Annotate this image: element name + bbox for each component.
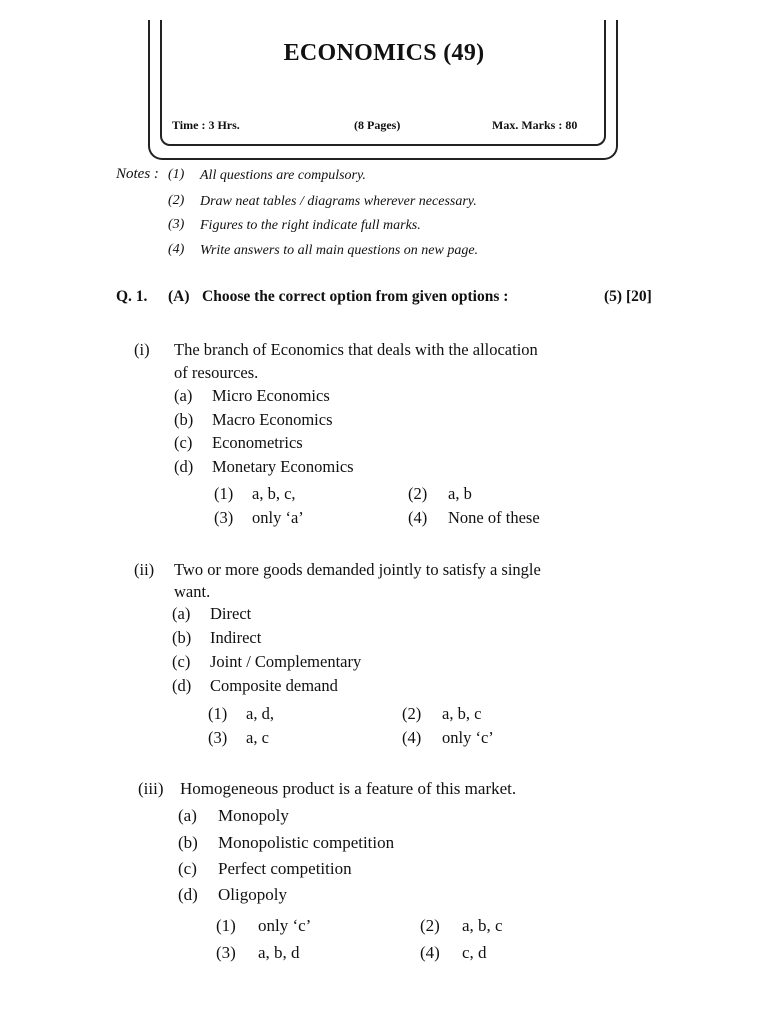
question-instruction: Choose the correct option from given options : (202, 288, 509, 305)
option-label: (2) (402, 704, 422, 723)
question-marks: (5) [20] (604, 288, 652, 305)
statement-label: (c) (172, 652, 191, 671)
option-text: only ‘c’ (442, 728, 494, 747)
mcq-question-text: Two or more goods demanded jointly to satisfy a single (174, 560, 541, 579)
option-text: a, d, (246, 704, 274, 723)
mcq-number: (i) (134, 340, 150, 359)
statement-text: Monopoly (218, 806, 289, 825)
question-part: (A) (168, 288, 190, 305)
option-text: a, c (246, 728, 269, 747)
statement-text: Indirect (210, 628, 262, 647)
option-label: (4) (402, 728, 422, 747)
option-text: only ‘c’ (258, 916, 312, 935)
statement-text: Macro Economics (212, 410, 333, 429)
note-number: (4) (168, 242, 185, 257)
option-label: (1) (216, 916, 236, 935)
option-text: a, b, d (258, 943, 300, 962)
note-text: Draw neat tables / diagrams wherever necessary. (200, 194, 477, 209)
page-title: ECONOMICS (49) (283, 40, 485, 66)
max-marks: Max. Marks : 80 (492, 118, 578, 132)
statement-text: Monetary Economics (212, 457, 354, 476)
option-text: a, b, c, (252, 484, 296, 503)
statement-text: Micro Economics (212, 386, 330, 405)
option-text: c, d (462, 943, 487, 962)
option-label: (3) (216, 943, 236, 962)
statement-label: (d) (174, 457, 194, 476)
statement-label: (b) (174, 410, 194, 429)
mcq-question-text: of resources. (174, 363, 259, 382)
note-number: (3) (168, 217, 185, 232)
option-text: a, b, c (462, 916, 503, 935)
statement-label: (c) (174, 433, 193, 452)
statement-text: Joint / Complementary (210, 652, 362, 671)
mcq-question-text: want. (174, 582, 211, 601)
note-text: Figures to the right indicate full marks. (200, 218, 421, 233)
statement-text: Oligopoly (218, 885, 287, 904)
option-text: a, b, c (442, 704, 482, 723)
option-text: only ‘a’ (252, 508, 304, 527)
option-label: (4) (408, 508, 428, 527)
statement-label: (b) (172, 628, 192, 647)
option-label: (2) (420, 916, 440, 935)
option-text: None of these (448, 508, 540, 527)
page-count: (8 Pages) (354, 118, 401, 132)
option-label: (1) (214, 484, 234, 503)
option-label: (1) (208, 704, 228, 723)
statement-label: (a) (172, 604, 191, 623)
mcq-number: (iii) (138, 779, 164, 798)
note-number: (1) (168, 167, 185, 182)
exam-time: Time : 3 Hrs. (172, 118, 240, 132)
statement-label: (d) (172, 676, 192, 695)
statement-text: Perfect competition (218, 859, 352, 878)
statement-text: Econometrics (212, 433, 303, 452)
mcq-number: (ii) (134, 560, 155, 579)
option-text: a, b (448, 484, 472, 503)
mcq-question-text: Homogeneous product is a feature of this market. (180, 779, 517, 798)
option-label: (3) (214, 508, 234, 527)
statement-label: (a) (178, 806, 197, 825)
note-text: Write answers to all main questions on new page. (200, 243, 479, 258)
statement-label: (a) (174, 386, 193, 405)
note-text: All questions are compulsory. (200, 168, 366, 183)
statement-label: (b) (178, 833, 198, 852)
question-number: Q. 1. (116, 288, 148, 305)
statement-label: (c) (178, 859, 197, 878)
option-label: (3) (208, 728, 228, 747)
statement-text: Monopolistic competition (218, 833, 395, 852)
note-number: (2) (168, 193, 185, 208)
statement-text: Direct (210, 604, 252, 623)
option-label: (2) (408, 484, 428, 503)
option-label: (4) (420, 943, 440, 962)
statement-text: Composite demand (210, 676, 338, 695)
notes-label: Notes : (116, 166, 159, 182)
mcq-question-text: The branch of Economics that deals with the allocation (174, 340, 538, 359)
statement-label: (d) (178, 885, 198, 904)
